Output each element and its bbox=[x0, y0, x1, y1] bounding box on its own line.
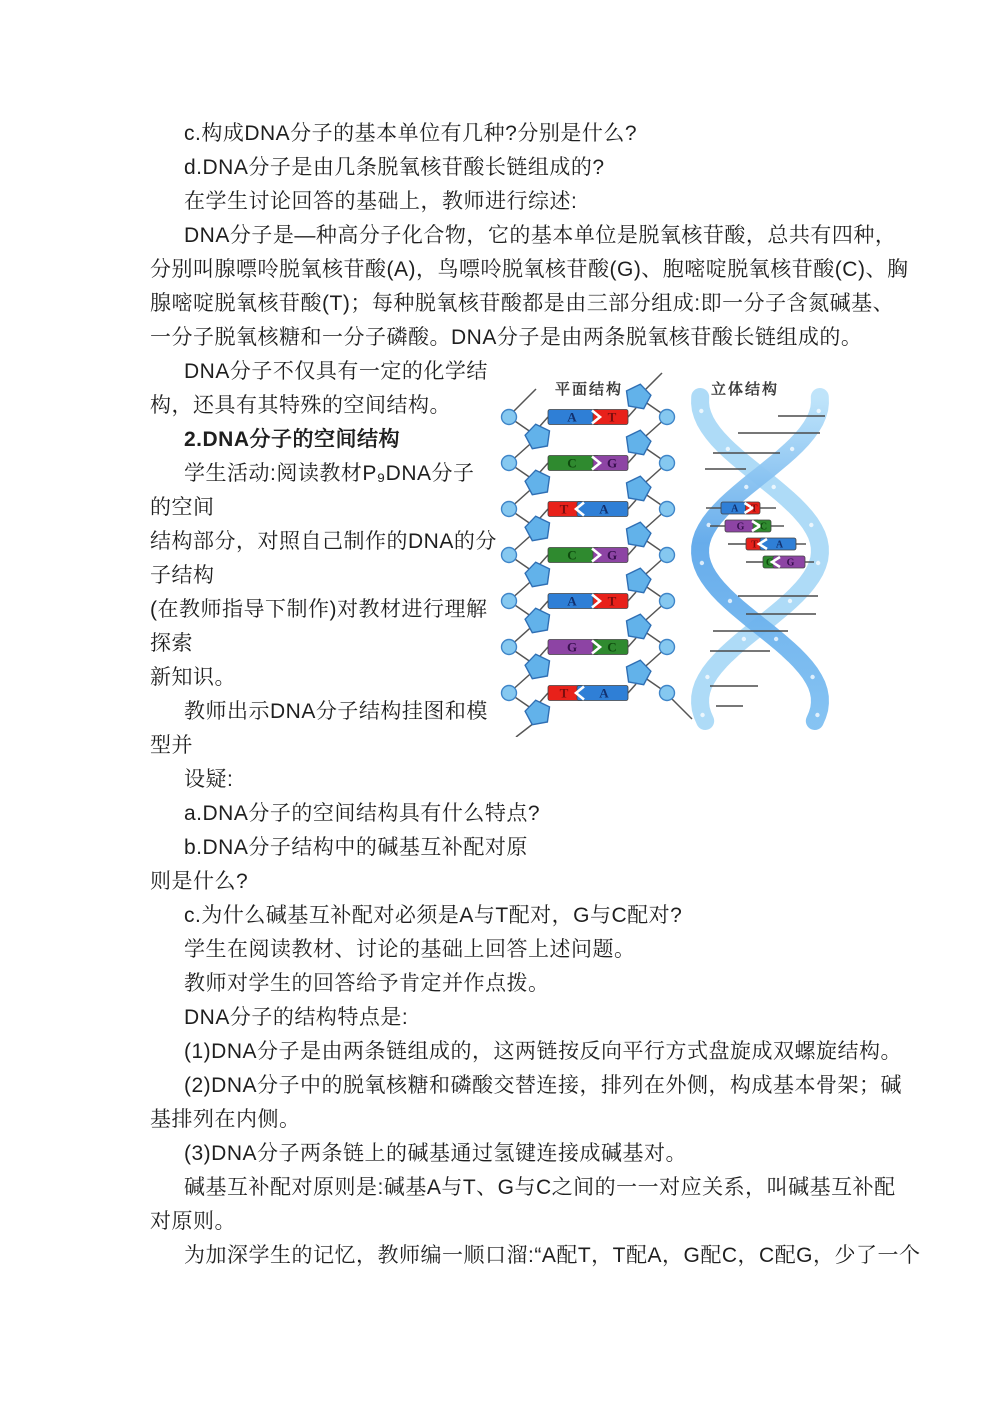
text-line: 一分子脱氧核糖和一分子磷酸。DNA分子是由两条脱氧核苷酸长链组成的。 bbox=[150, 326, 863, 349]
text-line: 子结构 bbox=[150, 564, 215, 587]
text-line: 设疑: bbox=[184, 768, 234, 791]
svg-text:G: G bbox=[566, 639, 578, 655]
text-line: 学生在阅读教材、讨论的基础上回答上述问题。 bbox=[184, 938, 636, 961]
text-line: 则是什么? bbox=[150, 870, 249, 893]
text-line: 的空间 bbox=[150, 496, 215, 519]
base-pair-rung bbox=[725, 520, 771, 533]
text-line: 为加深学生的记忆，教师编一顺口溜:“A配T，T配A，G配C，C配G，少了一个 bbox=[184, 1244, 921, 1267]
base-pair-rung bbox=[548, 410, 628, 425]
text-line: 探索 bbox=[150, 632, 193, 655]
text-line: DNA分子是—种高分子化合物，它的基本单位是脱氧核苷酸，总共有四种， bbox=[184, 224, 897, 247]
svg-text:C: C bbox=[607, 639, 617, 655]
base-pair-rung bbox=[548, 640, 628, 655]
svg-text:G: G bbox=[736, 521, 745, 533]
text-line: 教师出示DNA分子结构挂图和模 bbox=[184, 700, 488, 723]
svg-text:C: C bbox=[567, 547, 577, 563]
text-line: 型并 bbox=[150, 734, 193, 757]
svg-text:C: C bbox=[567, 455, 577, 471]
text-line: 在学生讨论回答的基础上，教师进行综述: bbox=[184, 190, 578, 213]
svg-text:T: T bbox=[607, 593, 617, 609]
text-line: 对原则。 bbox=[150, 1210, 236, 1233]
base-pair-rung bbox=[548, 456, 628, 471]
text-line: a.DNA分子的空间结构具有什么特点? bbox=[184, 802, 541, 825]
svg-text:A: A bbox=[599, 685, 609, 701]
text-line: 教师对学生的回答给予肯定并作点拨。 bbox=[184, 972, 550, 995]
base-pair-rung bbox=[548, 594, 628, 609]
svg-text:A: A bbox=[731, 503, 739, 515]
base-pair-rung bbox=[746, 538, 796, 551]
svg-text:T: T bbox=[750, 503, 758, 515]
planar-structure-diagram bbox=[502, 373, 693, 737]
svg-text:G: G bbox=[786, 557, 795, 569]
svg-text:G: G bbox=[606, 547, 618, 563]
svg-text:A: A bbox=[567, 409, 577, 425]
helix-base-pair bbox=[746, 556, 814, 569]
dna-structure-figure bbox=[488, 371, 860, 737]
text-line: 腺嘧啶脱氧核苷酸(T)；每种脱氧核苷酸都是由三部分组成:即一分子含氮碱基、 bbox=[150, 292, 895, 315]
planar-structure-title: 平面结构 bbox=[554, 381, 624, 398]
base-pair-rung bbox=[763, 556, 805, 569]
base-pair-rung bbox=[548, 502, 628, 517]
base-pair-rung bbox=[721, 502, 760, 515]
text-line: (2)DNA分子中的脱氧核糖和磷酸交替连接，排列在外侧，构成基本骨架；碱 bbox=[184, 1074, 903, 1097]
text-line: DNA分子的结构特点是: bbox=[184, 1006, 409, 1029]
text-line: 构，还具有其特殊的空间结构。 bbox=[150, 394, 451, 417]
text-line: 结构部分，对照自己制作的DNA的分 bbox=[150, 530, 497, 553]
text-line: d.DNA分子是由几条脱氧核苷酸长链组成的? bbox=[184, 156, 605, 179]
text-line: (1)DNA分子是由两条链组成的，这两链按反向平行方式盘旋成双螺旋结构。 bbox=[184, 1040, 903, 1063]
helix-base-pair bbox=[728, 538, 806, 551]
text-line: b.DNA分子结构中的碱基互补配对原 bbox=[184, 836, 528, 859]
text-line: 基排列在内侧。 bbox=[150, 1108, 301, 1131]
text-line: 分别叫腺嘌呤脱氧核苷酸(A)，鸟嘌呤脱氧核苷酸(G)、胞嘧啶脱氧核苷酸(C)、胸 bbox=[150, 258, 909, 281]
svg-text:T: T bbox=[559, 501, 569, 517]
svg-text:T: T bbox=[559, 685, 569, 701]
svg-text:T: T bbox=[607, 409, 617, 425]
text-line: (在教师指导下制作)对教材进行理解 bbox=[150, 598, 488, 621]
svg-text:G: G bbox=[606, 455, 618, 471]
svg-text:A: A bbox=[599, 501, 609, 517]
svg-text:C: C bbox=[765, 557, 774, 569]
text-line: 学生活动:阅读教材P₉DNA分子 bbox=[184, 462, 475, 485]
svg-text:T: T bbox=[751, 539, 758, 551]
svg-text:A: A bbox=[775, 539, 784, 551]
text-line: c.构成DNA分子的基本单位有几种?分别是什么? bbox=[184, 122, 638, 145]
svg-text:C: C bbox=[759, 521, 768, 533]
base-pair-rung bbox=[548, 548, 628, 563]
text-line: DNA分子不仅具有一定的化学结 bbox=[184, 360, 488, 383]
text-line: 新知识。 bbox=[150, 666, 236, 689]
text-line: 2.DNA分子的空间结构 bbox=[184, 428, 401, 451]
text-line: c.为什么碱基互补配对必须是A与T配对，G与C配对? bbox=[184, 904, 683, 927]
text-line: (3)DNA分子两条链上的碱基通过氢键连接成碱基对。 bbox=[184, 1142, 688, 1165]
base-pair-rung bbox=[548, 686, 628, 701]
dna-figure-canvas bbox=[488, 371, 860, 737]
svg-text:A: A bbox=[567, 593, 577, 609]
helix-structure-title: 立体结构 bbox=[710, 381, 780, 398]
text-line: 碱基互补配对原则是:碱基A与T、G与C之间的一一对应关系，叫碱基互补配 bbox=[184, 1176, 896, 1199]
double-helix-diagram bbox=[699, 397, 825, 721]
